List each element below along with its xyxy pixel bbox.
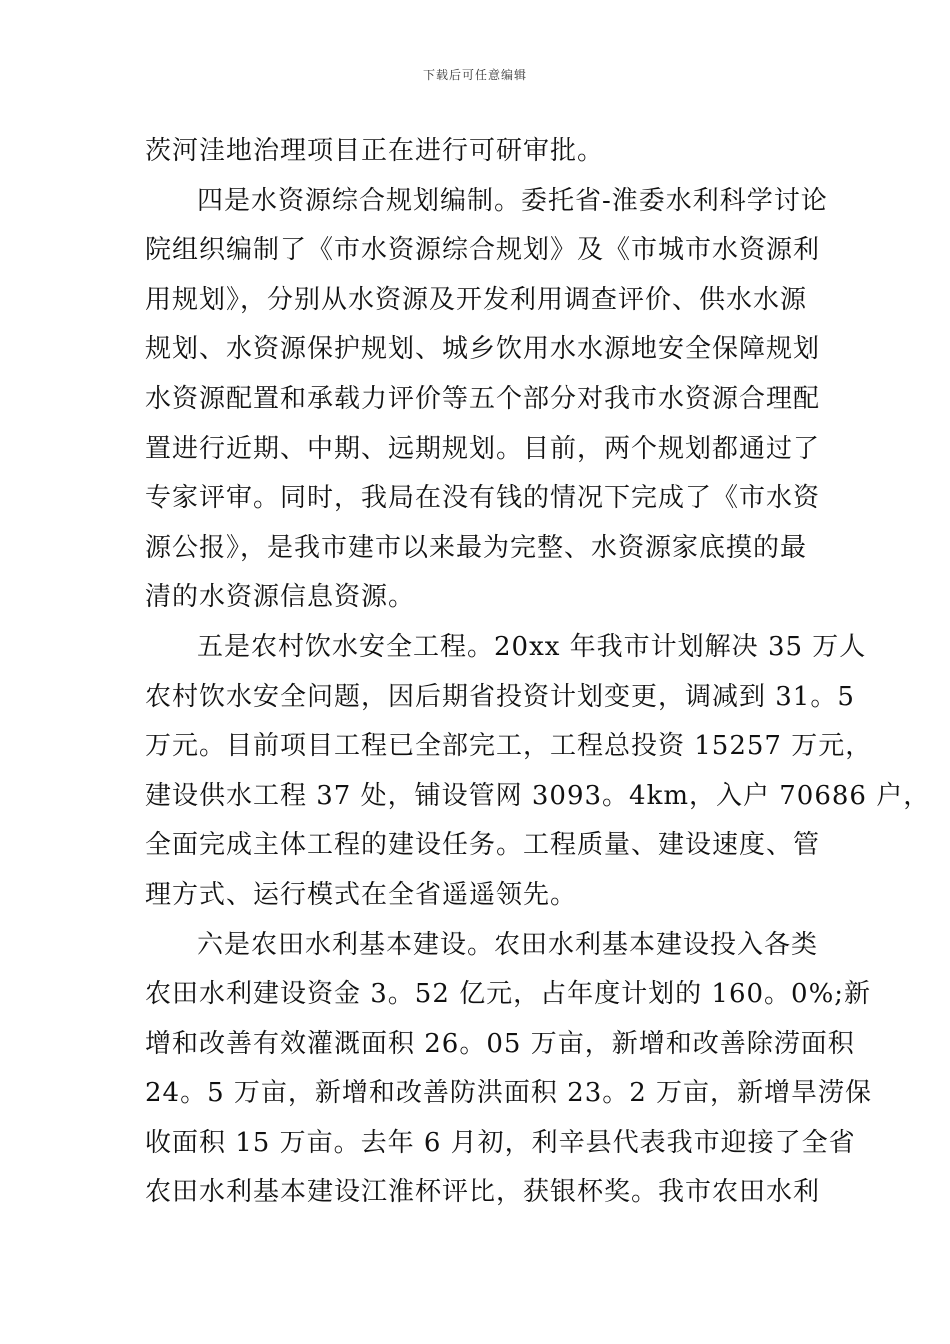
paragraph-3-line-6: 理方式、运行模式在全省遥遥领先。 <box>145 879 578 910</box>
paragraph-2-line-4: 规划、水资源保护规划、城乡饮用水水源地安全保障规划 <box>145 334 821 365</box>
paragraph-2-line-1: 四是水资源综合规划编制。委托省-淮委水利科学讨论 <box>197 185 828 216</box>
paragraph-3-line-5: 全面完成主体工程的建设任务。工程质量、建设速度、管 <box>145 830 821 861</box>
paragraph-4-line-6: 农田水利基本建设江淮杯评比，获银杯奖。我市农田水利 <box>145 1177 821 1208</box>
paragraph-2-line-2: 院组织编制了《市水资源综合规划》及《市城市水资源利 <box>145 235 821 266</box>
paragraph-1-line-1: 茨河洼地治理项目正在进行可研审批。 <box>145 136 605 166</box>
paragraph-4-line-2: 农田水利建设资金 3。52 亿元，占年度计划的 160。0%;新 <box>145 979 872 1010</box>
document-body <box>145 127 931 1218</box>
paragraph-2-line-5: 水资源配置和承载力评价等五个部分对我市水资源合理配 <box>145 383 821 414</box>
paragraph-3-line-2: 农村饮水安全问题，因后期省投资计划变更，调减到 31。5 <box>145 681 855 712</box>
paragraph-4-line-4: 24。5 万亩，新增和改善防洪面积 23。2 万亩，新增旱涝保 <box>145 1078 873 1109</box>
paragraph-2-line-6: 置进行近期、中期、远期规划。目前，两个规划都通过了 <box>145 433 821 464</box>
paragraph-4-line-3: 增和改善有效灌溉面积 26。05 万亩，新增和改善除涝面积 <box>145 1028 855 1059</box>
paragraph-4-line-5: 收面积 15 万亩。去年 6 月初，利辛县代表我市迎接了全省 <box>145 1127 856 1158</box>
paragraph-2-line-7: 专家评审。同时，我局在没有钱的情况下完成了《市水资 <box>145 483 821 514</box>
paragraph-2-line-9: 清的水资源信息资源。 <box>145 582 416 613</box>
paragraph-2-line-8: 源公报》，是我市建市以来最为完整、水资源家底摸的最 <box>145 532 808 563</box>
paragraph-3-line-4: 建设供水工程 37 处，铺设管网 3093。4km，入户 70686 户， <box>145 780 931 811</box>
paragraph-2-line-3: 用规划》，分别从水资源及开发利用调查评价、供水水源 <box>145 284 808 315</box>
paragraph-3-line-1: 五是农村饮水安全工程。20xx 年我市计划解决 35 万人 <box>197 631 867 662</box>
paragraph-4-line-1: 六是农田水利基本建设。农田水利基本建设投入各类 <box>197 929 819 960</box>
paragraph-3-line-3: 万元。目前项目工程已全部完工，工程总投资 15257 万元， <box>145 731 873 762</box>
page-header: 下载后可任意编辑 <box>422 68 527 82</box>
